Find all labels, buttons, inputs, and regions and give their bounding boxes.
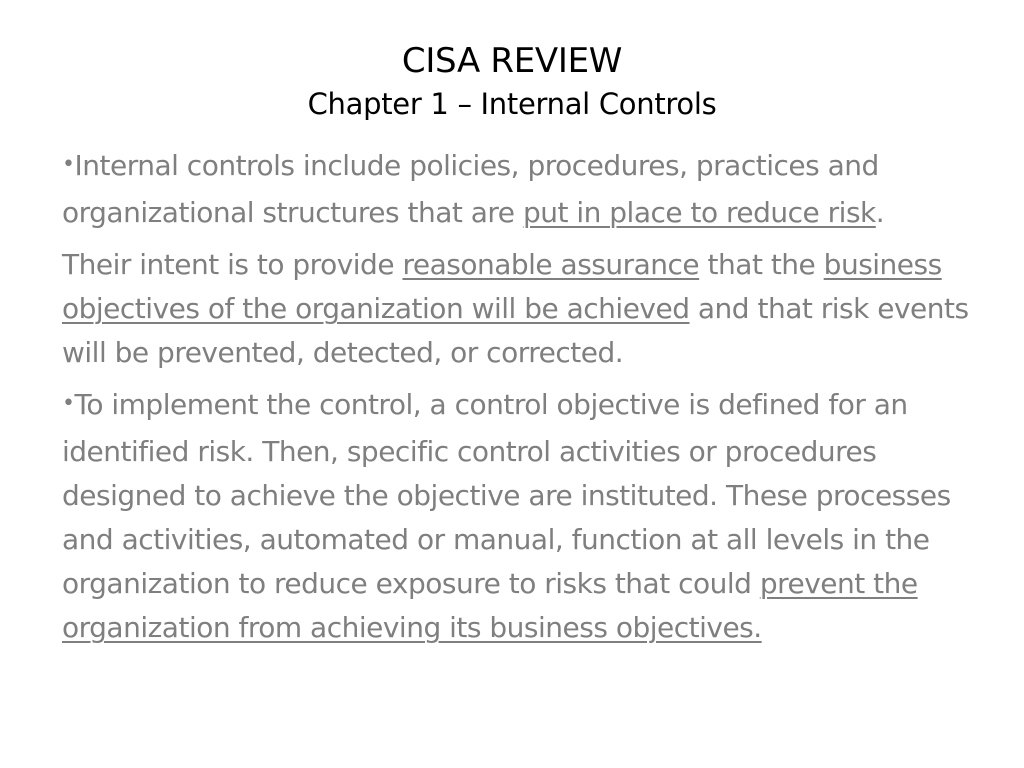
paragraph-1-text-b: . [875, 196, 885, 229]
slide-body [62, 144, 972, 658]
paragraph-2-text-b: that the [699, 248, 824, 281]
paragraph-2 [62, 243, 972, 375]
paragraph-2-text-a: Their intent is to provide [62, 248, 403, 281]
paragraph-2-underlined-phrase-2: business objectives of the organization will be achieved [62, 248, 942, 325]
paragraph-1-underlined-phrase: put in place to reduce risk [522, 196, 876, 229]
bullet-marker: • [62, 391, 75, 416]
slide-subtitle: Chapter 1 – Internal Controls [307, 87, 717, 121]
paragraph-2-text-c: and that risk events will be prevented, detected, or corrected. [62, 292, 969, 369]
paragraph-3 [62, 383, 972, 650]
paragraph-1 [62, 144, 972, 235]
bullet-marker: • [62, 152, 75, 177]
slide-title: CISA REVIEW [401, 41, 623, 81]
paragraph-2-underlined-phrase-1: reasonable assurance [402, 248, 700, 281]
title-block [0, 38, 1024, 124]
paragraph-3-text-a: To implement the control, a control objective is defined for an identified risk. Then, specific control activities or procedures designed to achieve the objective are instituted. These processes and activities, automated or manual, function at all levels in the organization to reduce exposure to risks that could [62, 388, 951, 600]
paragraph-3-underlined-phrase: prevent the organization from achieving its business objectives. [62, 567, 918, 644]
paragraph-1-text-a: Internal controls include policies, procedures, practices and organizational structures that are [62, 149, 879, 229]
